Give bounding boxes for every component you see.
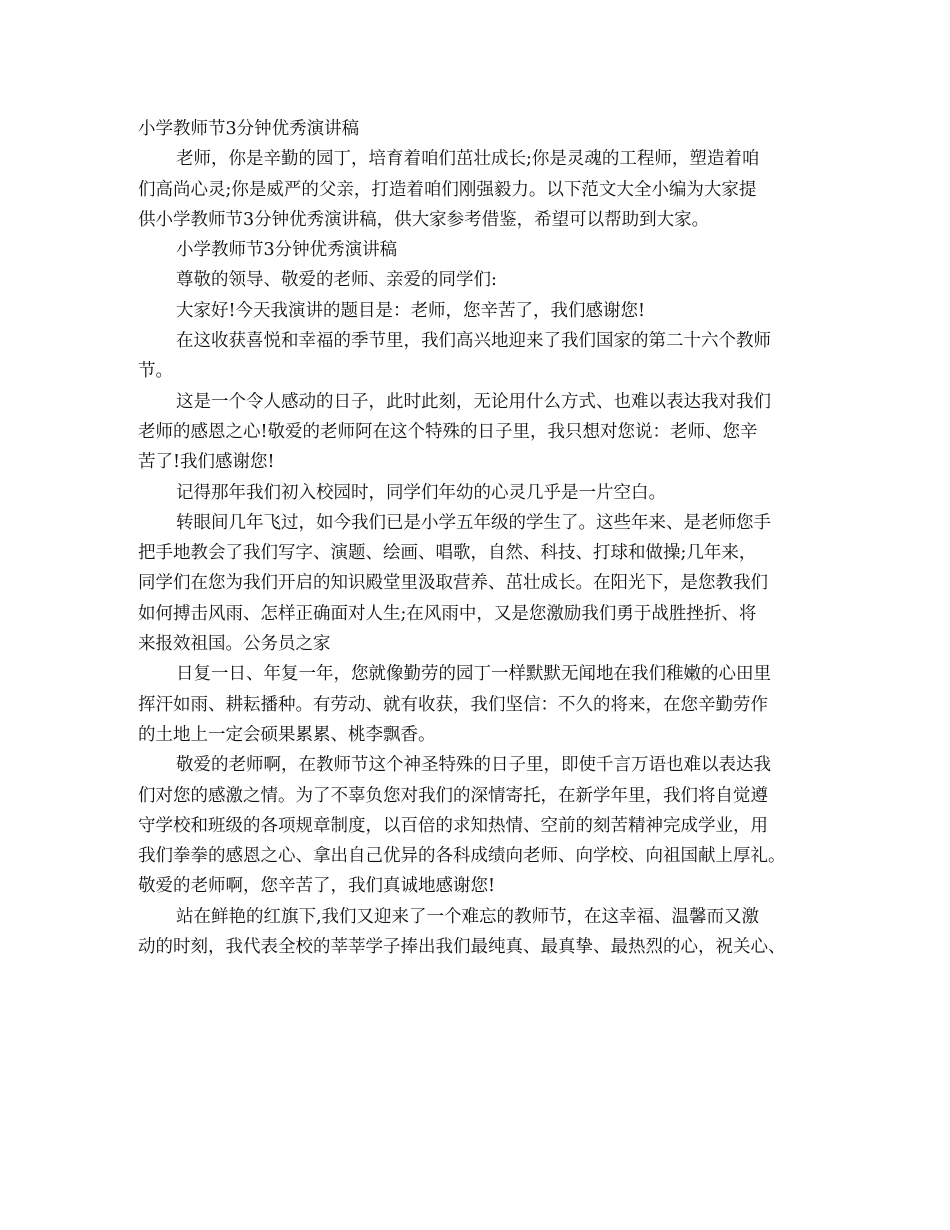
text-line: 来报效祖国。公务员之家: [138, 634, 331, 655]
document-body: [138, 114, 828, 962]
text-line: 把手地教会了我们写字、演题、绘画、唱歌，自然、科技、打球和做操;几年来，: [138, 543, 757, 564]
text-line: 敬爱的老师啊，在教师节这个神圣特殊的日子里，即使千言万语也难以表达我: [176, 755, 771, 776]
text-line: 日复一日、年复一年，您就像勤劳的园丁一样默默无闻地在我们稚嫩的心田里: [176, 664, 771, 685]
text-line: 尊敬的领导、敬爱的老师、亲爱的同学们:: [176, 270, 497, 291]
paragraph-intro: [138, 144, 828, 235]
text-line: 在这收获喜悦和幸福的季节里，我们高兴地迎来了我们国家的第二十六个教师: [176, 331, 771, 352]
text-line: 们高尚心灵;你是威严的父亲，打造着咱们刚强毅力。以下范文大全小编为大家提: [138, 179, 757, 200]
text-line: 小学教师节3分钟优秀演讲稿: [176, 240, 398, 261]
paragraph-gardener: [138, 659, 828, 750]
text-line: 同学们在您为我们开启的知识殿堂里汲取营养、茁壮成长。在阳光下，是您教我们: [138, 573, 768, 594]
paragraph-greeting: [138, 296, 828, 326]
paragraph-memory: [138, 478, 828, 508]
text-line: 记得那年我们初入校园时，同学们年幼的心灵几乎是一片空白。: [176, 482, 666, 503]
text-line: 挥汗如雨、耕耘播种。有劳动、就有收获，我们坚信：不久的将来，在您辛勤劳作: [138, 694, 768, 715]
paragraph-promise: [138, 750, 828, 901]
text-line: 敬爱的老师啊，您辛苦了，我们真诚地感谢您!: [138, 876, 496, 897]
text-line: 老师的感恩之心!敬爱的老师阿在这个特殊的日子里，我只想对您说：老师、您辛: [138, 421, 758, 442]
text-line: 转眼间几年飞过，如今我们已是小学五年级的学生了。这些年来、是老师您手: [176, 512, 771, 533]
text-line: 节。: [138, 361, 173, 382]
text-line: 老师，你是辛勤的园丁，培育着咱们茁壮成长;你是灵魂的工程师，塑造着咱: [176, 149, 760, 170]
paragraph-festival: [138, 326, 828, 387]
text-line: 站在鲜艳的红旗下,我们又迎来了一个难忘的教师节，在这幸福、温馨而又激: [176, 906, 760, 927]
document-title: 小学教师节3分钟优秀演讲稿: [138, 119, 360, 139]
text-line: 我们拳拳的感恩之心、拿出自己优异的各科成绩向老师、向学校、向祖国献上厚礼。: [138, 846, 786, 867]
text-line: 的土地上一定会硕果累累、桃李飘香。: [138, 724, 436, 745]
paragraph-flag: [138, 902, 828, 963]
text-line: 供小学教师节3分钟优秀演讲稿，供大家参考借鉴，希望可以帮助到大家。: [138, 209, 710, 230]
paragraph-years: [138, 508, 828, 659]
paragraph-gratitude: [138, 387, 828, 478]
paragraph-salutation: [138, 265, 828, 295]
text-line: 如何搏击风雨、怎样正确面对人生;在风雨中，又是您激励我们勇于战胜挫折、将: [138, 603, 757, 624]
text-line: 守学校和班级的各项规章制度，以百倍的求知热情、空前的刻苦精神完成学业，用: [138, 815, 768, 836]
text-line: 们对您的感激之情。为了不辜负您对我们的深情寄托，在新学年里，我们将自觉遵: [138, 785, 768, 806]
text-line: 苦了!我们感谢您!: [138, 452, 275, 473]
paragraph-subtitle: [138, 235, 828, 265]
text-line: 大家好!今天我演讲的题目是：老师，您辛苦了，我们感谢您!: [176, 300, 646, 321]
text-line: 这是一个令人感动的日子，此时此刻，无论用什么方式、也难以表达我对我们: [176, 391, 771, 412]
text-line: 动的时刻，我代表全校的莘莘学子捧出我们最纯真、最真挚、最热烈的心，祝关心、: [138, 937, 786, 958]
